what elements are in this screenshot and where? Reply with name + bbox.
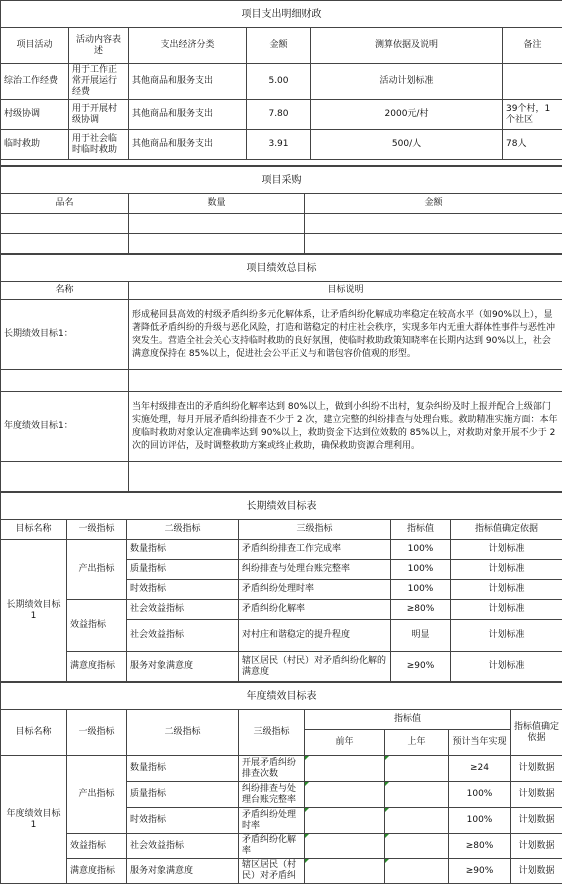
cell: 其他商品和服务支出 [129,64,247,100]
cell: 用于开展村级协调 [69,100,129,130]
cell: 计划标准 [451,652,562,682]
year-goal-text: 当年村级排查出的矛盾纠纷化解率达到 80%以上，做到小纠纷不出村，复杂纠纷及时上报并配合上级部门实施处理，每月开展矛盾纠纷排查不少于 2 次，建立完整的纠纷排查与处理台账。救助精准实施方面：本年度临时救助对象认定准确率达到 90%以上，救助资金下达到位效数的 85%以上，对救助对象开展不少于 2 次的回访评估，及时调整救助方案或终止救助，确保救助资源合理利用。 [129,392,562,462]
col-header: 指标值确定依据 [511,710,562,756]
level1-indicator: 产出指标 [67,540,127,600]
sub-header: 上年 [385,730,449,756]
cell [385,859,449,884]
cell: 数量指标 [127,540,239,560]
table-row [1,234,562,254]
cell [305,756,385,782]
col-header: 金额 [247,28,311,64]
performance-goal-table [0,254,562,492]
table-row [1,130,562,160]
cell: 矛盾纠纷处理时率 [239,580,391,600]
cell: 综治工作经费 [1,64,69,100]
col-header: 指标值 [391,520,451,540]
cell: 7.80 [247,100,311,130]
col-header: 指标值确定依据 [451,520,562,540]
cell: 数量指标 [127,756,239,782]
cell: 计划数据 [511,834,562,859]
section-title: 项目采购 [1,167,562,194]
table-row [1,214,562,234]
cell: 2000元/村 [311,100,503,130]
table-row [1,392,562,462]
cell: ≥24 [449,756,511,782]
goal-name: 长期绩效目标1 [1,540,67,682]
cell: 用于工作正常开展运行经费 [69,64,129,100]
cell: 用于社会临时临时救助 [69,130,129,160]
col-header: 目标名称 [1,520,67,540]
cell: ≥80% [449,834,511,859]
cell [385,756,449,782]
cell [385,808,449,834]
spacer-row [1,160,562,166]
table-row [1,64,562,100]
cell: 计划标准 [451,580,562,600]
cell: 纠纷排查与处理台账完整率 [239,782,305,808]
col-header: 一级指标 [67,520,127,540]
cell: 临时救助 [1,130,69,160]
cell: 质量指标 [127,560,239,580]
table-row [1,370,562,392]
col-header: 二级指标 [127,710,239,756]
section-title: 项目绩效总目标 [1,255,562,282]
level1-indicator: 满意度指标 [67,859,127,884]
long-term-goal-table [0,492,562,682]
sub-header: 前年 [305,730,385,756]
cell: 活动计划标准 [311,64,503,100]
col-header: 指标值 [305,710,511,730]
col-header: 支出经济分类 [129,28,247,64]
cell: 村级协调 [1,100,69,130]
table-row [1,462,562,492]
cell [305,834,385,859]
cell: 纠纷排查与处理台账完整率 [239,560,391,580]
cell: 时效指标 [127,808,239,834]
cell: 计划数据 [511,756,562,782]
table-row [1,756,562,782]
cell: 计划标准 [451,620,562,652]
col-header: 测算依据及说明 [311,28,503,64]
table-row [1,834,562,859]
table-row [1,540,562,560]
cell: 100% [449,808,511,834]
section-title: 长期绩效目标表 [1,493,562,520]
cell [503,64,562,100]
table-row [1,652,562,682]
sub-header: 预计当年实现 [449,730,511,756]
cell: 计划标准 [451,560,562,580]
col-header: 活动内容表述 [69,28,129,64]
col-header: 目标名称 [1,710,67,756]
col-header: 三级指标 [239,520,391,540]
level1-indicator: 满意度指标 [67,652,127,682]
cell: 矛盾纠纷化解率 [239,834,305,859]
cell: ≥90% [449,859,511,884]
cell: 时效指标 [127,580,239,600]
cell: 计划数据 [511,859,562,884]
cell: 500/人 [311,130,503,160]
section-title: 年度绩效目标表 [1,683,562,710]
cell [305,859,385,884]
table-row [1,859,562,884]
cell: 39个村，1个社区 [503,100,562,130]
cell: 矛盾纠纷排查工作完成率 [239,540,391,560]
cell [305,782,385,808]
level1-indicator: 效益指标 [67,600,127,652]
col-header: 备注 [503,28,562,64]
table-row [1,300,562,370]
long-goal-label: 长期绩效目标1： [1,300,129,370]
cell: 矛盾纠纷化解率 [239,600,391,620]
col-header: 金额 [305,194,562,214]
expense-detail-table [0,0,562,166]
cell: 78人 [503,130,562,160]
cell: 100% [449,782,511,808]
cell: 计划数据 [511,782,562,808]
annual-goal-table [0,682,562,884]
cell: 3.91 [247,130,311,160]
level1-indicator: 产出指标 [67,756,127,834]
cell: 社会效益指标 [127,620,239,652]
col-header: 品名 [1,194,129,214]
cell: 5.00 [247,64,311,100]
col-header: 数量 [129,194,305,214]
cell: ≥80% [391,600,451,620]
cell: 社会效益指标 [127,600,239,620]
cell: 辖区居民（村民）对矛盾纠 [239,859,305,884]
cell: 100% [391,560,451,580]
section-title: 项目支出明细财政 [1,1,562,28]
procurement-table [0,166,562,254]
cell: 计划标准 [451,540,562,560]
col-header: 一级指标 [67,710,127,756]
cell: 服务对象满意度 [127,652,239,682]
cell: 开展矛盾纠纷排查次数 [239,756,305,782]
cell: 其他商品和服务支出 [129,100,247,130]
cell: 对村庄和谐稳定的提升程度 [239,620,391,652]
level1-indicator: 效益指标 [67,834,127,859]
cell: 100% [391,540,451,560]
cell: 矛盾纠纷处理时率 [239,808,305,834]
col-header: 二级指标 [127,520,239,540]
cell: 辖区居民（村民）对矛盾纠纷化解的满意度 [239,652,391,682]
goal-name: 年度绩效目标1 [1,756,67,884]
cell: 质量指标 [127,782,239,808]
col-header: 项目活动 [1,28,69,64]
cell: 计划数据 [511,808,562,834]
cell: 计划标准 [451,600,562,620]
cell: 100% [391,580,451,600]
cell: 明显 [391,620,451,652]
cell [385,782,449,808]
cell [385,834,449,859]
col-header: 名称 [1,282,129,300]
col-header: 三级指标 [239,710,305,756]
cell: 服务对象满意度 [127,859,239,884]
col-header: 目标说明 [129,282,562,300]
table-row [1,100,562,130]
long-goal-text: 形成秘回县高效的村级矛盾纠纷多元化解体系，让矛盾纠纷化解成功率稳定在较高水平（如90%以上），显著降低矛盾纠纷的升级与恶化风险，打造和谐稳定的村庄社会秩序，实现多年内无重大群体性事件与恶性冲突发生。营造全社会关心支持临时救助的良好氛围，使临时救助政策知晓率在长期内达到 90%以上，社会满意度保持在 85%以上，促进社会公平正义与和谐包容价值观的形型。 [129,300,562,370]
year-goal-label: 年度绩效目标1： [1,392,129,462]
cell: ≥90% [391,652,451,682]
table-row [1,600,562,620]
cell [305,808,385,834]
cell: 社会效益指标 [127,834,239,859]
cell: 其他商品和服务支出 [129,130,247,160]
